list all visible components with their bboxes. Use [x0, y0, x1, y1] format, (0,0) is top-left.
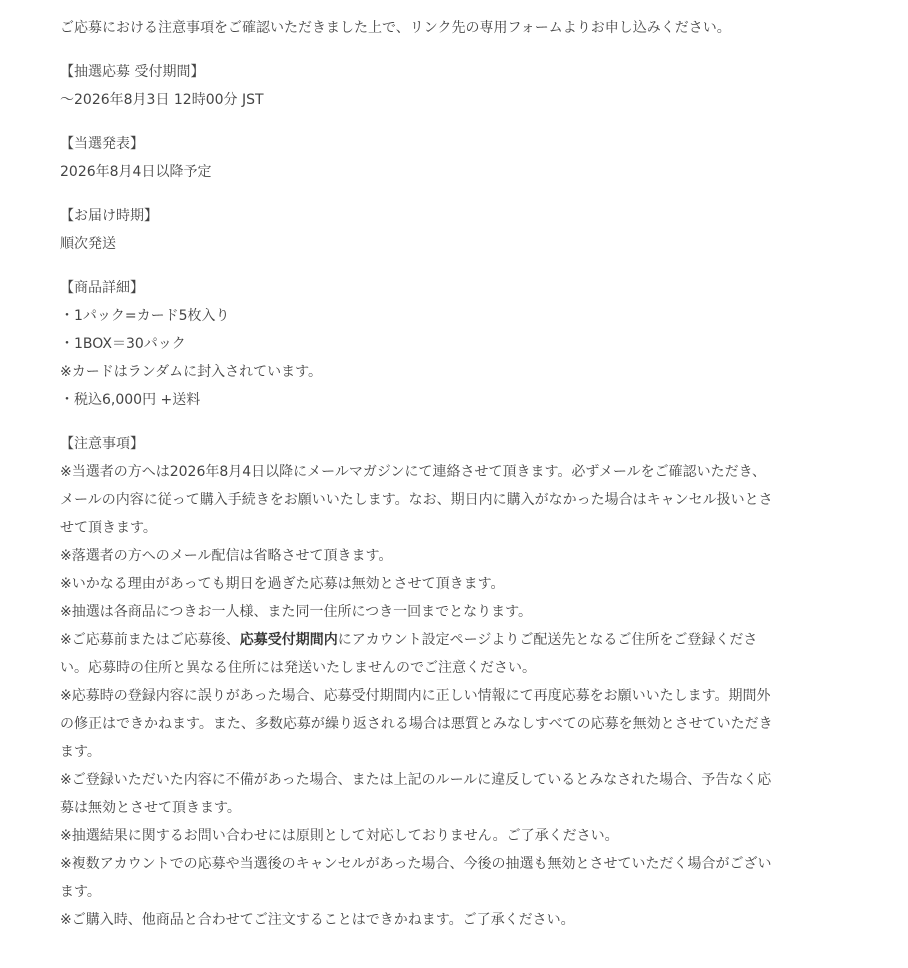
note-limit: ※抽選は各商品につきお一人様、また同一住所につき一回までとなります。 [60, 604, 533, 620]
product-line-pack: ・1パック=カード5枚入り [60, 308, 230, 324]
note-inquiry: ※抽選結果に関するお問い合わせには原則として対応しておりません。ご了承ください。 [60, 828, 619, 844]
delivery-section [60, 202, 780, 258]
note-combined-order: ※ご購入時、他商品と合わせてご注文することはできかねます。ご了承ください。 [60, 912, 575, 928]
announcement-heading: 【当選発表】 [60, 136, 144, 152]
notes-heading: 【注意事項】 [60, 436, 144, 452]
announcement-section [60, 130, 780, 186]
delivery-value: 順次発送 [60, 236, 116, 252]
period-section [60, 58, 780, 114]
note-invalid: ※ご登録いただいた内容に不備があった場合、または上記のルールに違反しているとみなされた場合、予告なく応募は無効とさせて頂きます。 [60, 772, 772, 816]
product-section [60, 274, 780, 414]
note-correction: ※応募時の登録内容に誤りがあった場合、応募受付期間内に正しい情報にて再度応募をお願いいたします。期間外の修正はできかねます。また、多数応募が繰り返される場合は悪質とみなしすべての応募を無効とさせていただきます。 [60, 688, 773, 760]
note-multiple-accounts: ※複数アカウントでの応募や当選後のキャンセルがあった場合、今後の抽選も無効とさせていただく場合がございます。 [60, 856, 772, 900]
product-line-random: ※カードはランダムに封入されています。 [60, 364, 323, 380]
intro-text: ご応募における注意事項をご確認いただきました上で、リンク先の専用フォームよりお申し込みください。 [60, 20, 731, 36]
note-loser-email: ※落選者の方へのメール配信は省略させて頂きます。 [60, 548, 393, 564]
note-address-pre: ※ご応募前またはご応募後、 [60, 632, 240, 648]
note-address-post: にアカウント設定ページよりご配送先となるご住所をご登録ください。応募時の住所と異なる住所には発送いたしませんのでご注意ください。 [60, 632, 758, 676]
product-heading: 【商品詳細】 [60, 280, 144, 296]
note-address-emphasis: 応募受付期間内 [239, 632, 338, 648]
notes-section [60, 430, 780, 934]
period-heading: 【抽選応募 受付期間】 [60, 64, 205, 80]
period-value: 〜2026年8月3日 12時00分 JST [60, 92, 264, 108]
note-winner-contact: ※当選者の方へは2026年8月4日以降にメールマガジンにて連絡させて頂きます。必ずメールをご確認いただき、メールの内容に従って購入手続きをお願いいたします。なお、期日内に購入がなかった場合はキャンセル扱いとさせて頂きます。 [60, 464, 773, 536]
lottery-info-content [60, 14, 780, 950]
product-line-price: ・税込6,000円 +送料 [60, 392, 201, 408]
note-deadline: ※いかなる理由があっても期日を過ぎた応募は無効とさせて頂きます。 [60, 576, 505, 592]
product-line-box: ・1BOX＝30パック [60, 336, 186, 352]
announcement-value: 2026年8月4日以降予定 [60, 164, 212, 180]
note-address [60, 626, 780, 682]
delivery-heading: 【お届け時期】 [60, 208, 158, 224]
